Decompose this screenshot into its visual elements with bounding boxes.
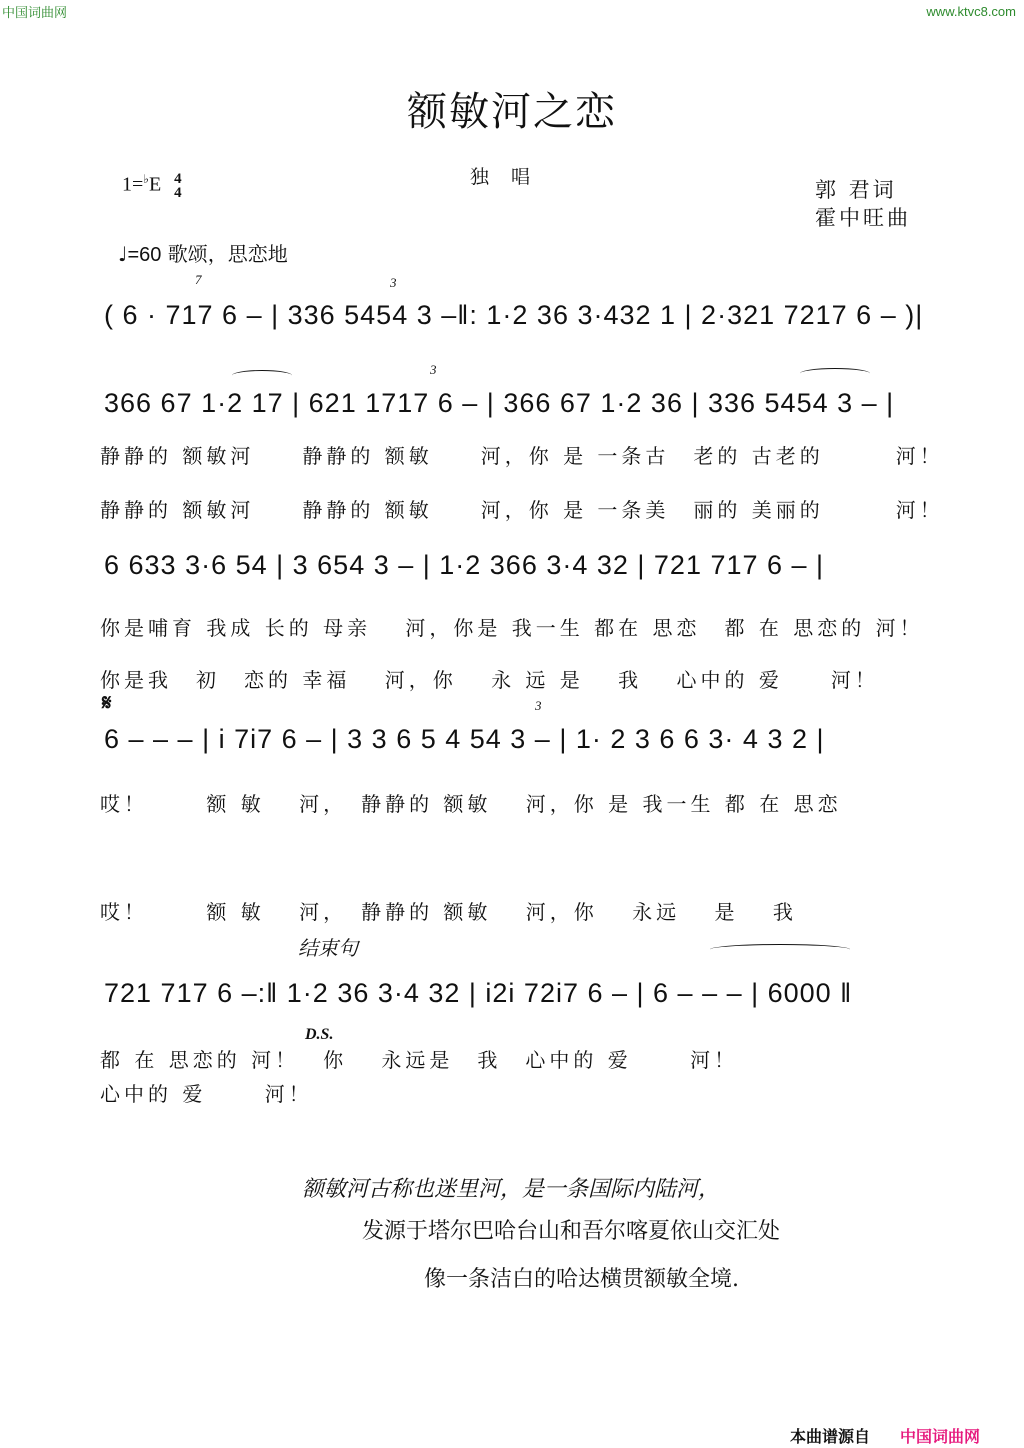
key-note: E: [148, 173, 162, 196]
dal-segno-mark: D.S.: [305, 1026, 334, 1043]
score-line-1: ( 6 · 717 6 – | 336 5454 3 –‖: 1·2 36 3·432 1 | 2·321 7217 6 – )|: [104, 300, 924, 330]
lyric-line-2-verse-2: 静静的 额敏河 静静的 额敏 河，你 是 一条美 丽的 美丽的 河！: [100, 498, 944, 522]
slur: [232, 370, 292, 381]
slur: [710, 944, 850, 955]
ending-phrase-label: 结束句: [298, 936, 358, 960]
key-signature: [122, 172, 182, 200]
quarter-note-icon: ♩: [118, 242, 128, 266]
lyric-line-2-verse-1: 静静的 额敏河 静静的 额敏 河，你 是 一条古 老的 古老的 河！: [100, 444, 944, 468]
segno-icon: 𝄋: [102, 690, 112, 716]
credits: [815, 176, 911, 232]
lyric-line-3-verse-1: 你是哺育 我成 长的 母亲 河，你是 我一生 都在 思恋 都 在 思恋的 河！: [100, 616, 924, 640]
score-line-3: 6 633 3·6 54 | 3 654 3 – | 1·2 366 3·4 32 | 721 717 6 – |: [104, 550, 825, 580]
footer-site-link[interactable]: 中国词曲网: [900, 1427, 981, 1446]
lyricist: 郭 君词: [815, 178, 897, 202]
slur: [800, 368, 870, 379]
flat-icon: ♭: [143, 172, 149, 186]
score-line-5: 721 717 6 –:‖ 1·2 36 3·4 32 | i2i 72i7 6 – | 6 – – – | 6000 ‖: [104, 978, 853, 1008]
score-line-4: 6 – – – | i 7i7 6 – | 3 3 6 5 4 54 3 – | 1· 2 3 6 6 3· 4 3 2 |: [104, 724, 825, 754]
note-line-1: 额敏河古称也迷里河，是一条国际内陆河，: [302, 1177, 721, 1202]
tuplet-3: 3: [535, 698, 542, 713]
expression: 歌颂，思恋地: [167, 242, 288, 266]
tuplet-3: 3: [430, 362, 437, 377]
footer-source-label: 本曲谱源自: [790, 1427, 871, 1446]
tempo-value: =60: [127, 244, 162, 266]
score-line-2: 366 67 1·2 17 | 621 1717 6 – | 366 67 1·2 36 | 336 5454 3 – |: [104, 388, 895, 418]
lyric-line-4-verse-1: 哎！ 额 敏 河， 静静的 额敏 河，你 是 我一生 都 在 思恋: [100, 792, 842, 816]
tuplet-7: 7: [195, 272, 202, 287]
lyric-line-3-verse-2: 你是我 初 恋的 幸福 河，你 永 远 是 我 心中的 爱 河！: [100, 668, 879, 692]
composer: 霍中旺曲: [815, 206, 911, 230]
time-signature: 4 4: [174, 171, 182, 202]
lyric-line-4-verse-2: 哎！ 额 敏 河， 静静的 额敏 河，你 永远 是 我: [100, 900, 797, 924]
performance-type: 独 唱: [470, 166, 539, 188]
watermark-right: www.ktvc8.com: [926, 4, 1016, 19]
note-line-3: 像一条洁白的哈达横贯额敏全境.: [424, 1267, 739, 1292]
note-line-2: 发源于塔尔巴哈台山和吾尔喀夏依山交汇处: [362, 1219, 781, 1244]
key-prefix: 1=: [122, 173, 144, 196]
tuplet-3: 3: [390, 275, 397, 290]
lyric-line-5-verse-2: 心中的 爱 河！: [100, 1082, 313, 1106]
watermark-left: 中国词曲网: [2, 6, 68, 21]
song-title: 额敏河之恋: [407, 89, 617, 135]
tempo-marking: [118, 238, 288, 267]
lyric-line-5-verse-1: 都 在 思恋的 河！ 你 永远是 我 心中的 爱 河！: [100, 1048, 739, 1072]
